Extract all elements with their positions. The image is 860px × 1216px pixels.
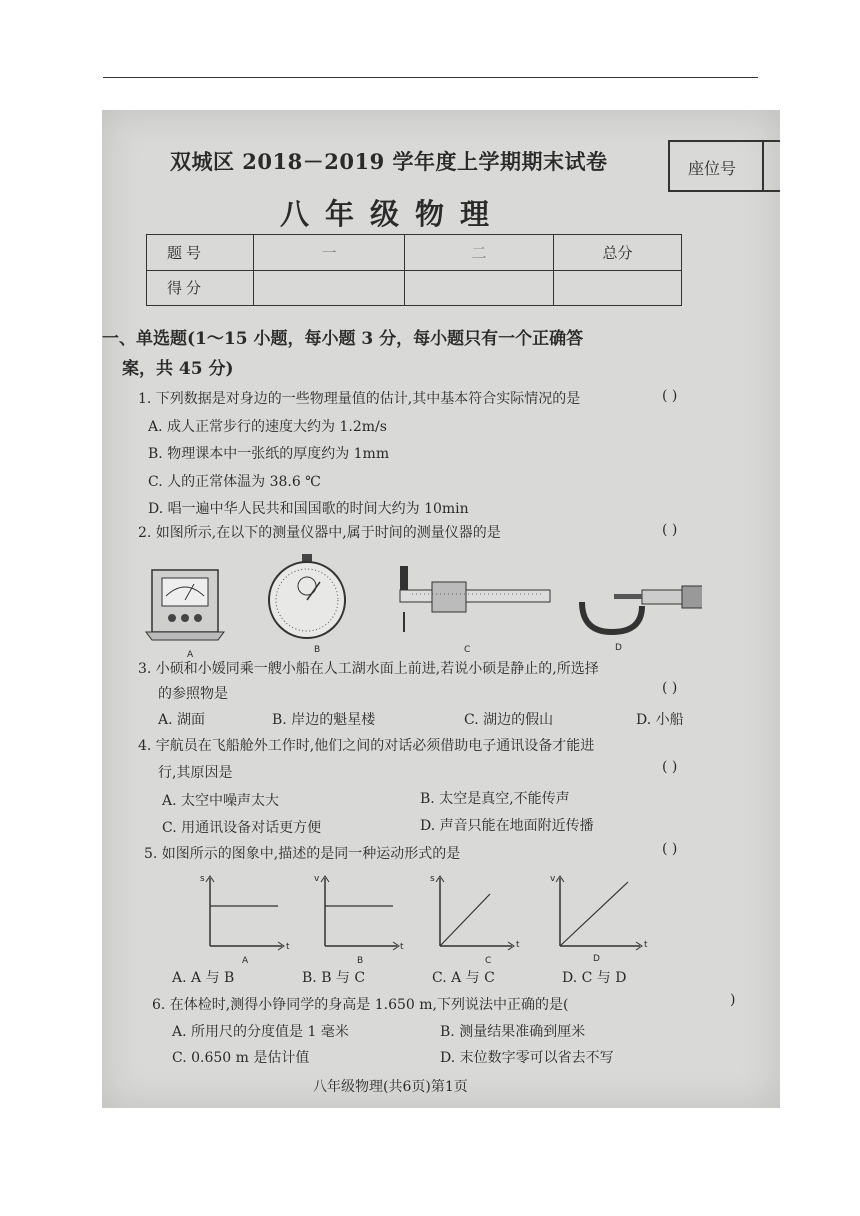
- graph-axis-label: v: [314, 874, 320, 884]
- question-3-option: B. 岸边的魁星楼: [272, 712, 376, 728]
- question-4-option: A. 太空中噪声太大: [162, 793, 280, 809]
- exam-subtitle: 八年级物理: [280, 197, 506, 231]
- question-6-option: B. 测量结果准确到厘米: [440, 1024, 586, 1040]
- graph-axis-label: t: [400, 942, 404, 952]
- question-1-option: B. 物理课本中一张纸的厚度约为 1mm: [148, 446, 390, 462]
- score-table-header-row: [147, 235, 682, 271]
- question-6-option: D. 末位数字零可以省去不写: [440, 1050, 614, 1066]
- exam-title: 双城区 2018－2019 学年度上学期期末试卷: [170, 149, 608, 174]
- answer-parentheses: ( ): [662, 522, 678, 538]
- score-col-header: 二: [405, 235, 554, 271]
- graph-axis-label: t: [644, 940, 648, 950]
- question-1-option: D. 唱一遍中华人民共和国国歌的时间大约为 10min: [148, 501, 469, 517]
- score-table: [146, 234, 682, 306]
- question-5-option: A. A 与 B: [172, 970, 235, 986]
- question-2-stem: 2. 如图所示,在以下的测量仪器中,属于时间的测量仪器的是: [138, 525, 501, 541]
- question-3-option: A. 湖面: [158, 712, 206, 728]
- section-heading-line: 案，共 45 分): [122, 359, 234, 379]
- micrometer-icon: [582, 586, 702, 632]
- answer-parentheses: ( ): [662, 388, 678, 404]
- figure-label: D: [615, 643, 622, 653]
- score-table-score-row: [147, 270, 682, 306]
- question-3-option: C. 湖边的假山: [464, 712, 554, 728]
- figure-label: C: [464, 645, 471, 655]
- score-col-header: 题号: [147, 235, 254, 271]
- question-5-option: D. C 与 D: [562, 970, 627, 986]
- graph-axis-label: t: [286, 942, 290, 952]
- graph-label: A: [242, 956, 249, 966]
- question-3-option: D. 小船: [636, 712, 684, 728]
- measuring-instruments-figure: [142, 552, 702, 652]
- question-1-stem: 1. 下列数据是对身边的一些物理量值的估计,其中基本符合实际情况的是: [138, 391, 581, 407]
- section-heading: [102, 324, 742, 384]
- voltmeter-icon: [146, 570, 224, 640]
- score-col-header: 总分: [554, 235, 682, 271]
- seat-number-label: 座位号: [688, 159, 737, 178]
- question-4-option: B. 太空是真空,不能传声: [420, 791, 570, 807]
- score-cell: [405, 270, 554, 306]
- graph-label: D: [593, 954, 600, 964]
- question-4-option: C. 用通讯设备对话更方便: [162, 820, 322, 836]
- graph-c: [436, 876, 514, 950]
- graph-label: B: [357, 956, 364, 966]
- graph-label: C: [485, 956, 492, 966]
- question-1-option: A. 成人正常步行的速度大约为 1.2m/s: [148, 419, 387, 435]
- graph-axis-label: t: [516, 940, 520, 950]
- question-4-stem: 行,其原因是: [158, 765, 233, 781]
- graph-b: [321, 876, 399, 950]
- figure-label: B: [314, 645, 321, 655]
- score-row-label: 得分: [147, 270, 254, 306]
- vernier-caliper-icon: [400, 566, 550, 632]
- question-5-stem: 5. 如图所示的图象中,描述的是同一种运动形式的是: [144, 846, 461, 862]
- page-footer: 八年级物理(共6页)第1页: [313, 1079, 468, 1095]
- motion-graphs-figure: [200, 870, 680, 966]
- answer-parentheses: ( ): [662, 680, 678, 696]
- score-cell: [554, 270, 682, 306]
- graph-d: [556, 876, 642, 950]
- answer-parentheses: ): [730, 992, 736, 1008]
- score-cell: [254, 270, 405, 306]
- question-6-stem: 6. 在体检时,测得小铮同学的身高是 1.650 m,下列说法中正确的是(: [152, 997, 569, 1013]
- score-col-header: 一: [254, 235, 405, 271]
- stopwatch-icon: [269, 554, 345, 638]
- question-3-stem: 3. 小硕和小媛同乘一艘小船在人工湖水面上前进,若说小硕是静止的,所选择: [138, 661, 599, 677]
- question-6-option: A. 所用尺的分度值是 1 毫米: [172, 1024, 349, 1040]
- question-5-option: C. A 与 C: [432, 970, 495, 986]
- question-4-stem: 4. 宇航员在飞船舱外工作时,他们之间的对话必须借助电子通讯设备才能进: [138, 738, 595, 754]
- answer-parentheses: ( ): [662, 841, 678, 857]
- graph-a: [206, 876, 284, 950]
- graph-axis-label: v: [550, 874, 556, 884]
- exam-page: [102, 110, 780, 1108]
- graph-axis-label: s: [200, 874, 205, 884]
- top-rule: [103, 77, 758, 78]
- question-1-option: C. 人的正常体温为 38.6 ℃: [148, 474, 321, 490]
- figure-label: A: [187, 650, 194, 660]
- question-4-option: D. 声音只能在地面附近传播: [420, 818, 594, 834]
- section-heading-line: 一、单选题(1～15 小题，每小题 3 分，每小题只有一个正确答: [102, 329, 584, 349]
- question-6-option: C. 0.650 m 是估计值: [172, 1050, 310, 1066]
- question-5-option: B. B 与 C: [302, 970, 366, 986]
- graph-axis-label: s: [430, 874, 435, 884]
- seat-number-box: [668, 140, 780, 192]
- answer-parentheses: ( ): [662, 759, 678, 775]
- question-3-stem: 的参照物是: [158, 686, 228, 702]
